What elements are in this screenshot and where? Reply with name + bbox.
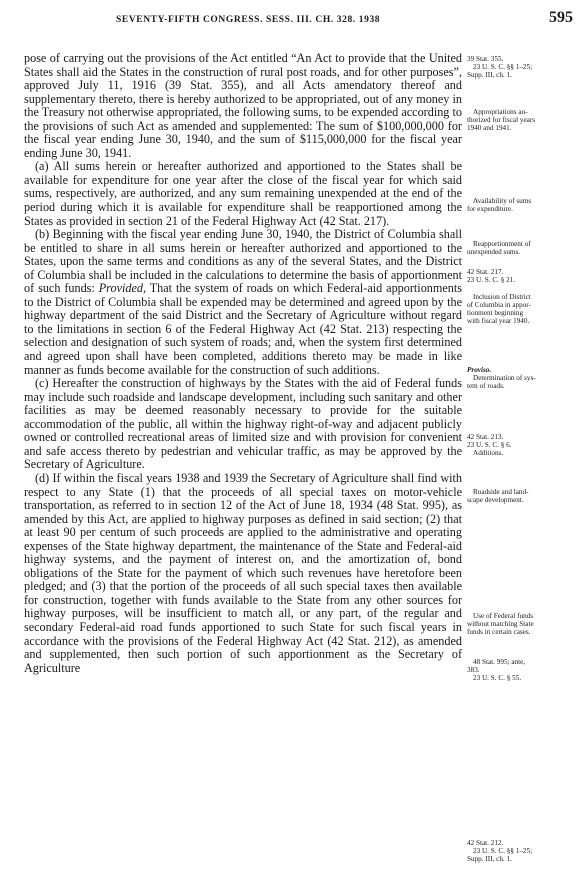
margin-note-reapportionment: Reapportionment of unexpended sums.: [467, 240, 531, 257]
margin-note-citation-39-stat-355: 39 Stat. 355. 23 U. S. C. §§ 1–25; Supp. III, ch. 1.: [467, 55, 533, 80]
margin-note-federal-funds: Use of Federal funds without matching State funds in certain cases.: [467, 612, 534, 637]
paragraph-d-federal-funds: (d) If within the fiscal years 1938 and 1939 the Secretary of Agriculture shall find with respect to any State (1) that the proceeds of all special taxes on motor-vehicle transportation, as referred to in section 12 of the Act of June 18, 1934 (48 Stat. 995), as amended by this Act, are applied to highway purposes as defined in said section; (2) that at least 90 per centum of such proceeds are applied to the administrative and operating expenses of the State highway department, the maintenance of the State and Federal-aid highway systems, and the payment of interest on, and the amortization of, bond obligations of the State for the payment of which such revenues have heretofore been pledged; and (3) that the portion of the proceeds of all such special taxes then available for construction, together with funds available to the State from any other sources for highway purposes, will be insufficient to match all, or any part, of the regular and secondary Federal-aid road funds apportioned to such State for such fiscal years in accordance with the provisions of the Federal Highway Act (42 Stat. 212), as amended and supplemented, then such portion of such apportionment as the Secretary of Agriculture: [24, 470, 462, 675]
paragraph-a-availability: (a) All sums herein or hereafter authorized and apportioned to the States shall be available for expenditure for one year after the close of the fiscal year for which said sums, respectively, are authorized, and any sum remaining unexpended at the end of the period during which it is available for expenditure shall be reapportioned among the States as provided in section 21 of the Federal Highway Act (42 Stat. 217).: [24, 159, 462, 228]
paragraph-appropriations: pose of carrying out the provisions of the Act entitled “An Act to provide that the United States shall aid the States in the construction of rural post roads, and for other purposes”, approved July 11, 1916 (39 Stat. 355), and all Acts amendatory thereof and supplementary thereto, there is hereby authorized to be appropriated, out of any money in the Treasury not otherwise appropriated, the following sums, to be expended according to the provisions of such Act as amended and supplemented: The sum of $100,000,000 for the fiscal year ending June 30, 1940, and the sum of $115,000,000 for the fiscal year ending June 30, 1941.: [24, 51, 462, 160]
margin-note-citation-48-stat-995: 48 Stat. 995; ante, 383. 23 U. S. C. § 55.: [467, 658, 526, 683]
page-number: 595: [549, 9, 573, 26]
margin-note-district-inclusion: Inclusion of District of Columbia in appor- tionment beginning with fiscal year 1940.: [467, 293, 531, 326]
running-head: SEVENTY-FIFTH CONGRESS. SESS. III. CH. 328. 1938: [116, 15, 381, 25]
page-header: [0, 5, 582, 35]
paragraph-c-roadside: (c) Hereafter the construction of highways by the States with the aid of Federal funds may include such roadside and landscape development, including such sanitary and other facilities as may be deemed reasonably necessary to provide for the suitable accommodation of the public, all within the highway right-of-way and adjacent publicly owned or controlled recreational areas of limited size and with provision for convenient and safe access thereto by pedestrian and vehicular traffic, as may be approved by the Secretary of Agriculture.: [24, 376, 462, 472]
margin-note-proviso: Proviso. Determination of sys- tem of roads.: [467, 366, 536, 391]
paragraph-b-proviso-text: , That the system of roads on which Federal-aid apportionments to the District of Columbia shall be expended may be determined and agreed upon by the highway department of the said District and the Secretary of Agriculture without regard to the limitations in section 6 of the Federal Highway Act (42 Stat. 213) respecting the selection and designation of such system of roads; and, when the system first determined and agreed upon shall have been completed, additions thereto may be made in like manner as funds become available for the construction of such additions.: [24, 281, 462, 377]
margin-note-appropriations: Appropriations au- thorized for fiscal years 1940 and 1941.: [467, 108, 536, 133]
margin-note-citation-42-stat-217: 42 Stat. 217. 23 U. S. C. § 21.: [467, 268, 516, 285]
proviso-word: Provided: [98, 281, 143, 296]
paragraph-b-text: (b) Beginning with the fiscal year ending June 30, 1940, the District of Columbia shall be entitled to share in all sums herein or hereafter authorized and apportioned to the States, upon the same terms and conditions as any of the several States, and the District of Columbia shall be included in the calculations to determine the basis of apportionment of such funds:: [24, 227, 462, 296]
paragraph-b-district-of-columbia: [24, 228, 462, 377]
body-text: [24, 52, 462, 675]
margin-note-citation-42-stat-213: 42 Stat. 213. 23 U. S. C. § 6. Additions.: [467, 433, 512, 458]
margin-note-citation-42-stat-212: 42 Stat. 212. 23 U. S. C. §§ 1–25; Supp. III, ch. 1.: [467, 839, 533, 864]
margin-note-availability: Availability of sums for expenditure.: [467, 197, 532, 214]
margin-note-roadside: Roadside and land- scape development.: [467, 488, 529, 505]
